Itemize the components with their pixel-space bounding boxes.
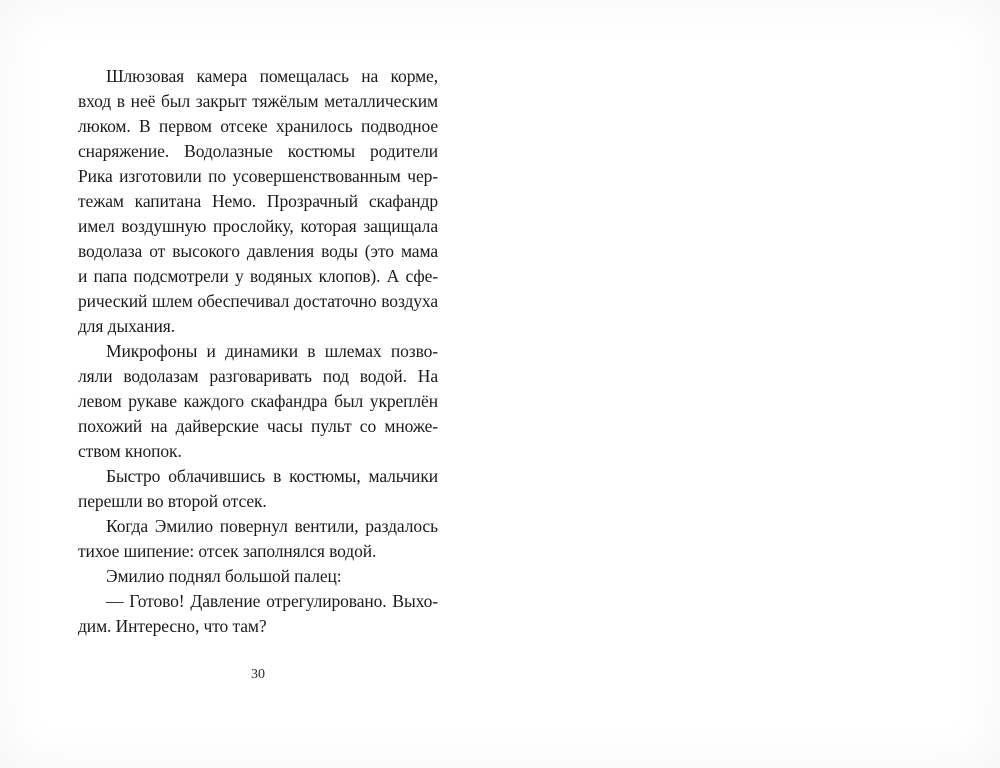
text-line: для дыхания. (78, 316, 175, 336)
text-line: тежам капитана Немо. Прозрачный скафандр (78, 191, 438, 211)
text-line: ляли водолазам разговаривать под водой. На (78, 366, 438, 386)
text-line: Шлюзовая камера помещалась на корме, (106, 66, 438, 86)
text-line: ством кнопок. (78, 441, 182, 461)
text-line: люком. В первом отсеке хранилось подводное (78, 116, 438, 136)
text-line: имел воздушную прослойку, которая защищала (78, 216, 438, 236)
left-page-text (78, 64, 438, 639)
text-line: Микрофоны и динамики в шлемах позво- (106, 341, 438, 361)
text-line: снаряжение. Водолазные костюмы родители (78, 141, 438, 161)
right-page (500, 0, 1000, 768)
text-line: — Готово! Давление отрегулировано. Выхо- (106, 591, 438, 611)
text-line: и папа подсмотрели у водяных клопов). А сфе- (78, 266, 438, 286)
text-line: левом рукаве каждого скафандра был укреплён (78, 391, 438, 411)
text-line: дим. Интересно, что там? (78, 616, 267, 636)
text-line: водолаза от высокого давления воды (это мама (78, 241, 438, 261)
text-line: рический шлем обеспечивал достаточно воздуха (78, 291, 438, 311)
text-line: Когда Эмилио повернул вентили, раздалось (106, 516, 438, 536)
text-line: тихое шипение: отсек заполнялся водой. (78, 541, 377, 561)
text-line: Рика изготовили по усовершенствованным чер- (78, 166, 438, 186)
text-line: вход в неё был закрыт тяжёлым металлическим (78, 91, 438, 111)
page-number: 30 (251, 667, 265, 682)
text-line: перешли во второй отсек. (78, 491, 267, 511)
text-line: похожий на дайверские часы пульт со множе- (78, 416, 438, 436)
text-line: Эмилио поднял большой палец: (106, 566, 342, 586)
text-line: Быстро облачившись в костюмы, мальчики (106, 466, 438, 486)
